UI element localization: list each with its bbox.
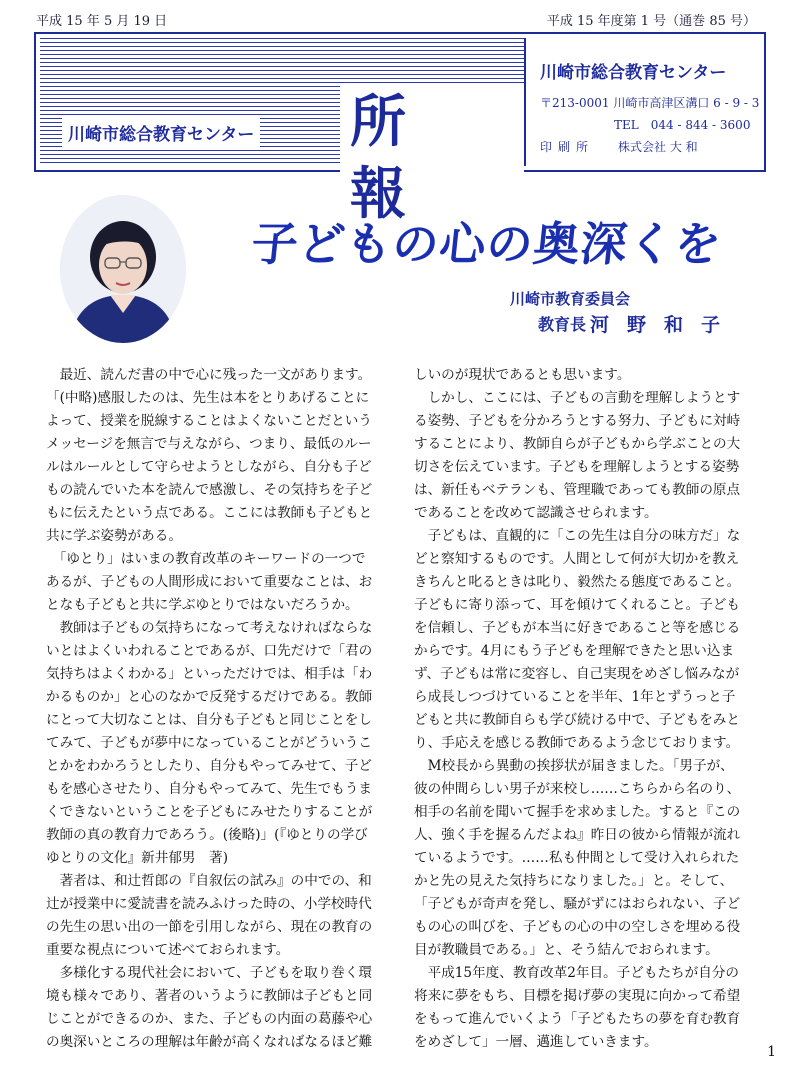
article-line: 目が教職員である。」と、そう結んでおられます。 <box>414 942 719 958</box>
article-line: もを感心させたり、自分もやってみて、先生でもうま <box>46 781 372 797</box>
article-line: どもと共に教師自らも学び続ける中で、子どもをみと <box>414 712 740 728</box>
article-line: り、手応えを感じる教師であるよう念じております。 <box>414 735 740 751</box>
article-line: かと先の見えた気持ちになりました。」と。そして、 <box>414 873 734 889</box>
article-line: てみて、子どもが夢中になっていることがどういうこ <box>46 735 372 751</box>
article-line: 切さを伝えています。子どもを理解しようとする姿勢 <box>414 459 740 475</box>
article-column-left <box>46 364 408 1054</box>
publication-date: 平成 15 年 5 月 19 日 <box>36 14 168 29</box>
masthead <box>34 32 766 227</box>
printer-name: 株式会社 大 和 <box>618 140 698 154</box>
article-line: どと察知するものです。人間として何が大切かを教え <box>414 551 740 567</box>
article-line: しいのが現状であるとも思います。 <box>414 367 631 383</box>
article-line: 教師は子どもの気持ちになって考えなければならな <box>46 620 373 636</box>
article-line: よって、授業を脱線することはよくないことだという <box>46 413 372 429</box>
article-line: 多様化する現代社会において、子どもを取り巻く環 <box>46 965 372 981</box>
author-portrait <box>60 195 186 343</box>
article-line: 重要な視点について述べておられます。 <box>46 942 290 958</box>
article-line: 将来に夢をもち、目標を掲げ夢の実現に向かって希望 <box>414 988 741 1004</box>
article-line: じことができるのか、また、子どもの内面の葛藤や心 <box>46 1011 373 1027</box>
masthead-title: 所 報 <box>340 86 524 230</box>
publisher-tel: TEL 044 - 844 - 3600 <box>614 118 751 132</box>
article-line: をもって進んでいくよう「子どもたちの夢を育む教育 <box>414 1011 741 1027</box>
publisher-address: 〒213-0001 川崎市高津区溝口 6 - 9 - 3 <box>540 96 760 110</box>
byline-name: 河野和子 <box>590 314 739 336</box>
article-line: 平成15年度、教育改革2年目。子どもたちが自分の <box>414 965 740 981</box>
publisher-info <box>530 38 760 166</box>
article-line: ず、子どもは常に変容し、自己実現をめざし悩みなが <box>414 666 740 682</box>
article-line: の奥深いところの理解は年齢が高くなればなるほど難 <box>46 1034 373 1050</box>
article-line: ゆとりの文化』新井郁男 著) <box>46 850 229 866</box>
article-line: 相手の名前を聞いて握手を求めました。すると『この <box>414 804 741 820</box>
article-line: 彼の仲間らしい男子が来校し……こちらから名のり、 <box>414 781 741 797</box>
printer-line <box>540 138 698 155</box>
article-line: 子どもは、直観的に「この先生は自分の味方だ」な <box>414 528 741 544</box>
masthead-banner <box>40 38 526 227</box>
article-line: くできないということを子どもにみせたりすることが <box>46 804 373 820</box>
article-line: 共に学ぶ姿勢がある。 <box>46 528 182 544</box>
article-line: しかし、ここには、子どもの言動を理解しようとす <box>414 390 741 406</box>
article-headline: 子どもの心の奥深くを <box>248 217 725 271</box>
masthead-org: 川崎市総合教育センター <box>62 118 260 147</box>
article-line: にとって大切なことは、自分も子どもと同じことをし <box>46 712 372 728</box>
article-line: ら成長しつづけていることを半年、1年とずうっと子 <box>414 689 736 705</box>
article-line: かるものか」と心のなかで反発するだけである。教師 <box>46 689 373 705</box>
article-line: もの読んでいた本を読んで感激し、その気持ちを子ど <box>46 482 373 498</box>
article-line: であることを改めて認識させられます。 <box>414 505 658 521</box>
article-line: は、新任もベテランも、管理職であっても教師の原点 <box>414 482 741 498</box>
article-line: の先生の思い出の一節を引用しながら、現在の教育の <box>46 919 373 935</box>
article-line: とかをわかろうとしたり、自分もやってみせて、子ど <box>46 758 372 774</box>
article-line: 辻が授業中に愛読書を読みふけった時の、小学校時代 <box>46 896 372 912</box>
article-line: を信頼し、子どもが本当に好きであること等を感じる <box>414 620 741 636</box>
article-line: きちんと叱るときは叱り、毅然たる態度であること。 <box>414 574 741 590</box>
article-line: 子どもに寄り添って、耳を傾けてくれること。子ども <box>414 597 740 613</box>
article-line: る姿勢、子どもを分かろうとする努力、子どもに対峙 <box>414 413 741 429</box>
page-number: 1 <box>767 1044 776 1060</box>
article-column-right <box>414 364 776 1054</box>
article-line: 教師の真の教育力であろう。(後略)」(『ゆとりの学び <box>46 827 368 843</box>
article-line: ルはルールとして守らせようとしながら、自分も子ど <box>46 459 372 475</box>
article-line: をめざして」一層、邁進していきます。 <box>414 1034 658 1050</box>
article-line: もの心の叫びを、子どもの心の中の空しさを埋める役 <box>414 919 741 935</box>
article-line: となも子どもと共に学ぶゆとりではないだろうか。 <box>46 597 359 613</box>
article-line: 「(中略)感服したのは、先生は本をとりあげることに <box>46 390 370 406</box>
article-line: 「ゆとり」はいまの教育改革のキーワードの一つで <box>46 551 366 567</box>
article-line: ているようです。……私も仲間として受け入れられた <box>414 850 740 866</box>
printer-label: 印刷所 <box>540 140 595 154</box>
article-line: もに伝えたという点である。ここには教師も子どもと <box>46 505 373 521</box>
article-line: メッセージを無言で与えながら、つまり、最低のルー <box>46 436 372 452</box>
byline-title: 教育長 <box>538 315 587 334</box>
article-line: 最近、読んだ書の中で心に残った一文があります。 <box>46 367 372 383</box>
article-line: 境も様々であり、著者のいうように教師は子どもと同 <box>46 988 373 1004</box>
article-line: 著者は、和辻哲郎の『自叙伝の試み』の中での、和 <box>46 873 372 889</box>
article-line: あるが、子どもの人間形成において重要なことは、お <box>46 574 373 590</box>
article-line: 「子どもが奇声を発し、騒がずにはおられない、子ど <box>414 896 741 912</box>
article-line: することにより、教師自らが子どもから学ぶことの大 <box>414 436 741 452</box>
article-line: 人、強く手を握るんだよね』昨日の彼から情報が流れ <box>414 827 741 843</box>
article-line: からです。4月にもう子どもを理解できたと思い込ま <box>414 643 735 659</box>
article-line: いとはよくいわれることであるが、口先だけで「君の <box>46 643 373 659</box>
portrait-illustration <box>60 195 186 343</box>
article-line: M校長から異動の挨拶状が届きました。「男子が、 <box>414 758 734 774</box>
issue-number: 平成 15 年度第 1 号（通巻 85 号） <box>546 14 756 29</box>
byline-org: 川崎市教育委員会 <box>510 290 631 308</box>
article-line: 気持ちはよくわかる」といっただけでは、相手は「わ <box>46 666 373 682</box>
publisher-org: 川崎市総合教育センター <box>540 63 727 83</box>
